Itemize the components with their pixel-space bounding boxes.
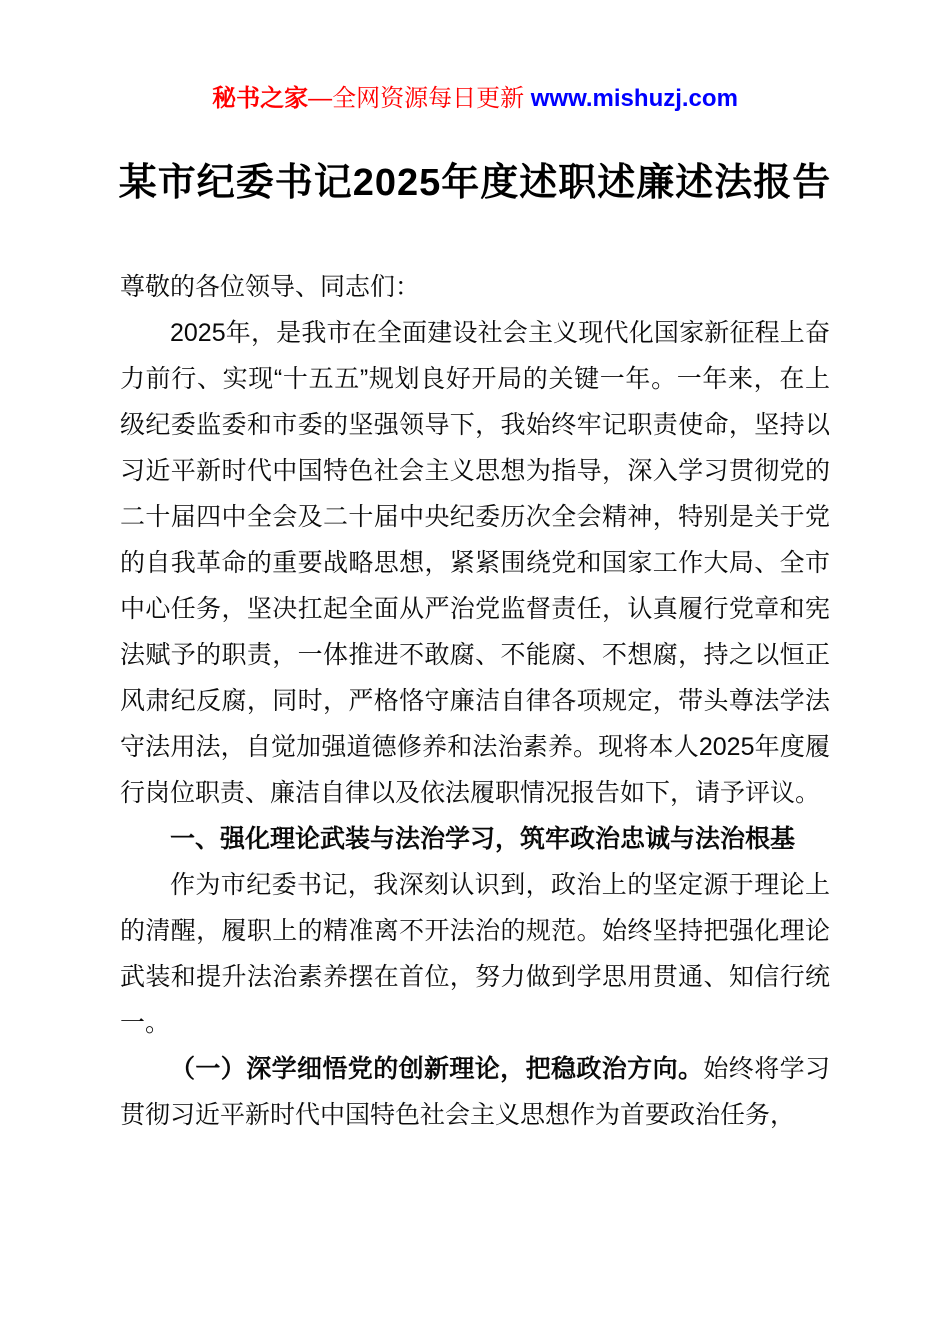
site-tagline: —全网资源每日更新	[308, 85, 531, 112]
salutation: 尊敬的各位领导、同志们：	[120, 273, 421, 301]
document-body	[120, 264, 830, 1138]
paragraph-3	[120, 1046, 830, 1138]
site-header	[0, 0, 950, 114]
paragraph-3-rest: 始终将学习贯彻习近平新时代中国特色社会主义思想作为首要政治任务，	[120, 1055, 830, 1129]
paragraph-3-bold-lead: （一）深学细悟党的创新理论，把稳政治方向。	[170, 1055, 704, 1083]
site-name: 秘书之家	[212, 85, 309, 112]
paragraph-2: 作为市纪委书记，我深刻认识到，政治上的坚定源于理论上的清醒，履职上的精准离不开法治的规范。始终坚持把强化理论武装和提升法治素养摆在首位，努力做到学思用贯通、知信行统一。	[120, 871, 830, 1037]
section-heading-1: 一、强化理论武装与法治学习，筑牢政治忠诚与法治根基	[170, 825, 796, 853]
site-url-link[interactable]: www.mishuzj.com	[530, 85, 738, 112]
document-title: 某市纪委书记2025年度述职述廉述法报告	[118, 162, 832, 204]
paragraph-intro: 2025年，是我市在全面建设社会主义现代化国家新征程上奋力前行、实现“十五五”规划良好开局的关键一年。一年来，在上级纪委监委和市委的坚强领导下，我始终牢记职责使命，坚持以习近平新时代中国特色社会主义思想为指导，深入学习贯彻党的二十届四中全会及二十届中央纪委历次全会精神，特别是关于党的自我革命的重要战略思想，紧紧围绕党和国家工作大局、全市中心任务，坚决扛起全面从严治党监督责任，认真履行党章和宪法赋予的职责，一体推进不敢腐、不能腐、不想腐，持之以恒正风肃纪反腐，同时，严格恪守廉洁自律各项规定，带头尊法学法守法用法，自觉加强道德修养和法治素养。现将本人2025年度履行岗位职责、廉洁自律以及依法履职情况报告如下，请予评议。	[120, 319, 830, 807]
